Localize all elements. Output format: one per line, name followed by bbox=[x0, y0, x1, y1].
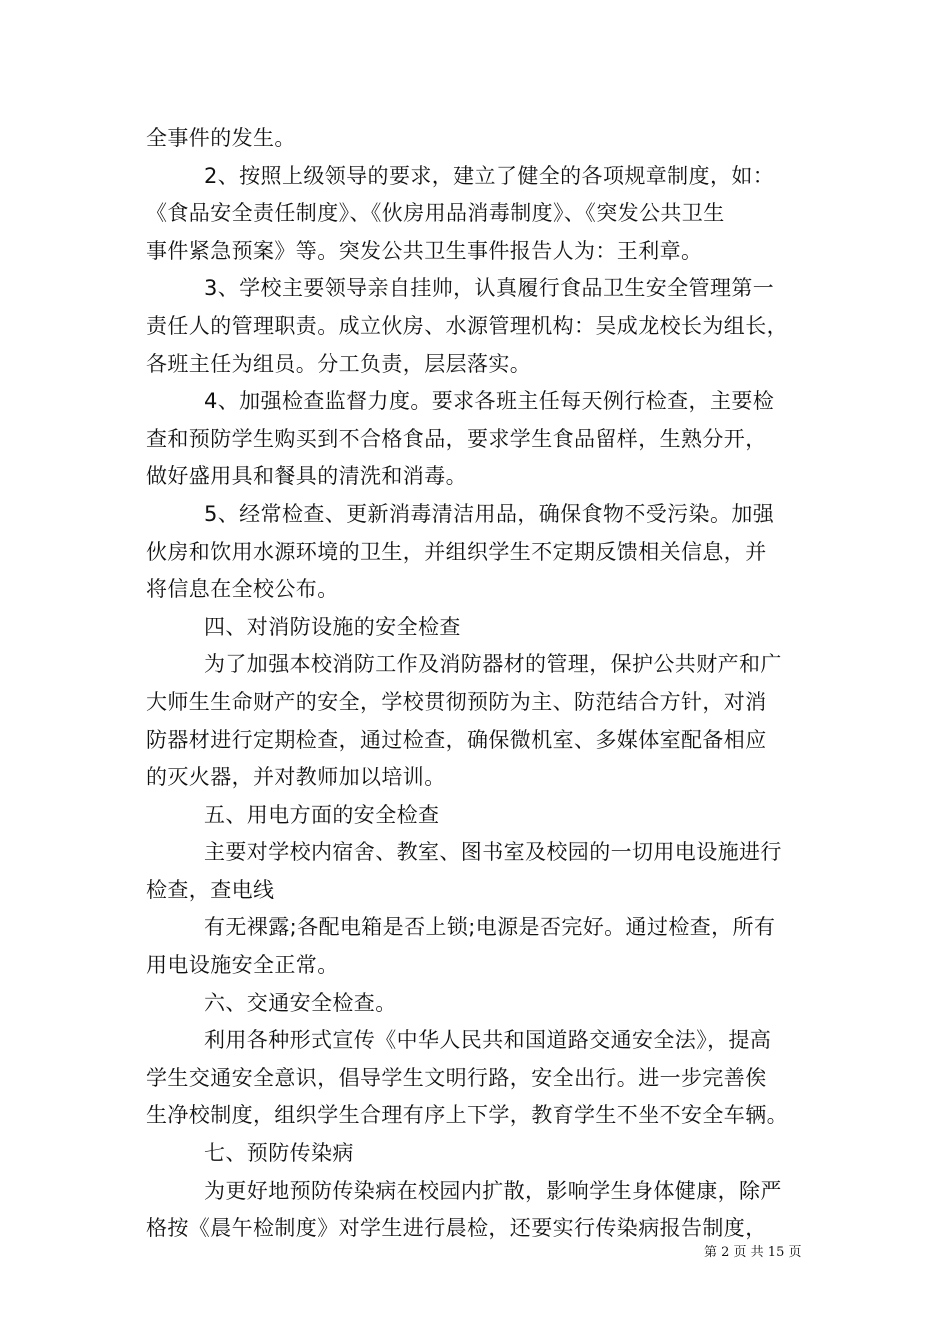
text-line: 四、对消防设施的安全检查 bbox=[204, 614, 461, 639]
text-line: 五、用电方面的安全检查 bbox=[204, 802, 440, 827]
text-line: 七、预防传染病 bbox=[204, 1141, 354, 1166]
text-line: 六、交通安全检查。 bbox=[204, 990, 397, 1015]
text-line: 伙房和饮用水源环境的卫生，并组织学生不定期反馈相关信息，并 bbox=[146, 539, 767, 564]
text-line: 用电设施安全正常。 bbox=[146, 953, 339, 978]
text-line: 有无裸露;各配电箱是否上锁;电源是否完好。通过检查，所有 bbox=[204, 915, 776, 940]
text-line: 生净校制度，组织学生合理有序上下学，教育学生不坐不安全车辆。 bbox=[146, 1103, 788, 1128]
text-line: 为了加强本校消防工作及消防器材的管理，保护公共财产和广 bbox=[204, 652, 782, 677]
text-line: 责任人的管理职责。成立伙房、水源管理机构：吴成龙校长为组长， bbox=[146, 313, 788, 338]
text-line: 5、经常检查、更新消毒清洁用品，确保食物不受污染。加强 bbox=[204, 501, 775, 526]
text-line: 将信息在全校公布。 bbox=[146, 577, 339, 602]
text-line: 查和预防学生购买到不合格食品，要求学生食品留样，生熟分开， bbox=[146, 426, 767, 451]
text-line: 3、学校主要领导亲自挂帅，认真履行食品卫生安全管理第一 bbox=[204, 276, 775, 301]
text-line: 的灭火器，并对教师加以培训。 bbox=[146, 765, 446, 790]
text-line: 利用各种形式宣传《中华人民共和国道路交通安全法》，提高 bbox=[204, 1028, 772, 1053]
text-line: 事件紧急预案》等。突发公共卫生事件报告人为：王利章。 bbox=[146, 238, 703, 263]
text-line: 为更好地预防传染病在校园内扩散，影响学生身体健康，除严 bbox=[204, 1178, 782, 1203]
text-line: 格按《晨午检制度》对学生进行晨检，还要实行传染病报告制度， bbox=[146, 1216, 767, 1241]
text-line: 主要对学校内宿舍、教室、图书室及校园的一切用电设施进行 bbox=[204, 840, 782, 865]
text-line: 《食品安全责任制度》、《伙房用品消毒制度》、《突发公共卫生 bbox=[146, 201, 725, 226]
text-line: 学生交通安全意识，倡导学生文明行路，安全出行。进一步完善俟 bbox=[146, 1065, 767, 1090]
text-line: 2、按照上级领导的要求，建立了健全的各项规章制度，如： bbox=[204, 163, 775, 188]
text-line: 各班主任为组员。分工负责，层层落实。 bbox=[146, 351, 532, 376]
text-line: 4、加强检查监督力度。要求各班主任每天例行检查，主要检 bbox=[204, 389, 775, 414]
text-line: 检查，查电线 bbox=[146, 877, 275, 902]
document-body bbox=[146, 120, 816, 1248]
page-number-footer: 第 2 页 共 15 页 bbox=[704, 1245, 802, 1260]
text-line: 做好盛用具和餐具的清洗和消毒。 bbox=[146, 464, 467, 489]
text-line: 全事件的发生。 bbox=[146, 126, 296, 150]
text-line: 大师生生命财产的安全，学校贯彻预防为主、防范结合方针，对消 bbox=[146, 689, 767, 714]
text-line: 防器材进行定期检查，通过检查，确保微机室、多媒体室配备相应 bbox=[146, 727, 767, 752]
